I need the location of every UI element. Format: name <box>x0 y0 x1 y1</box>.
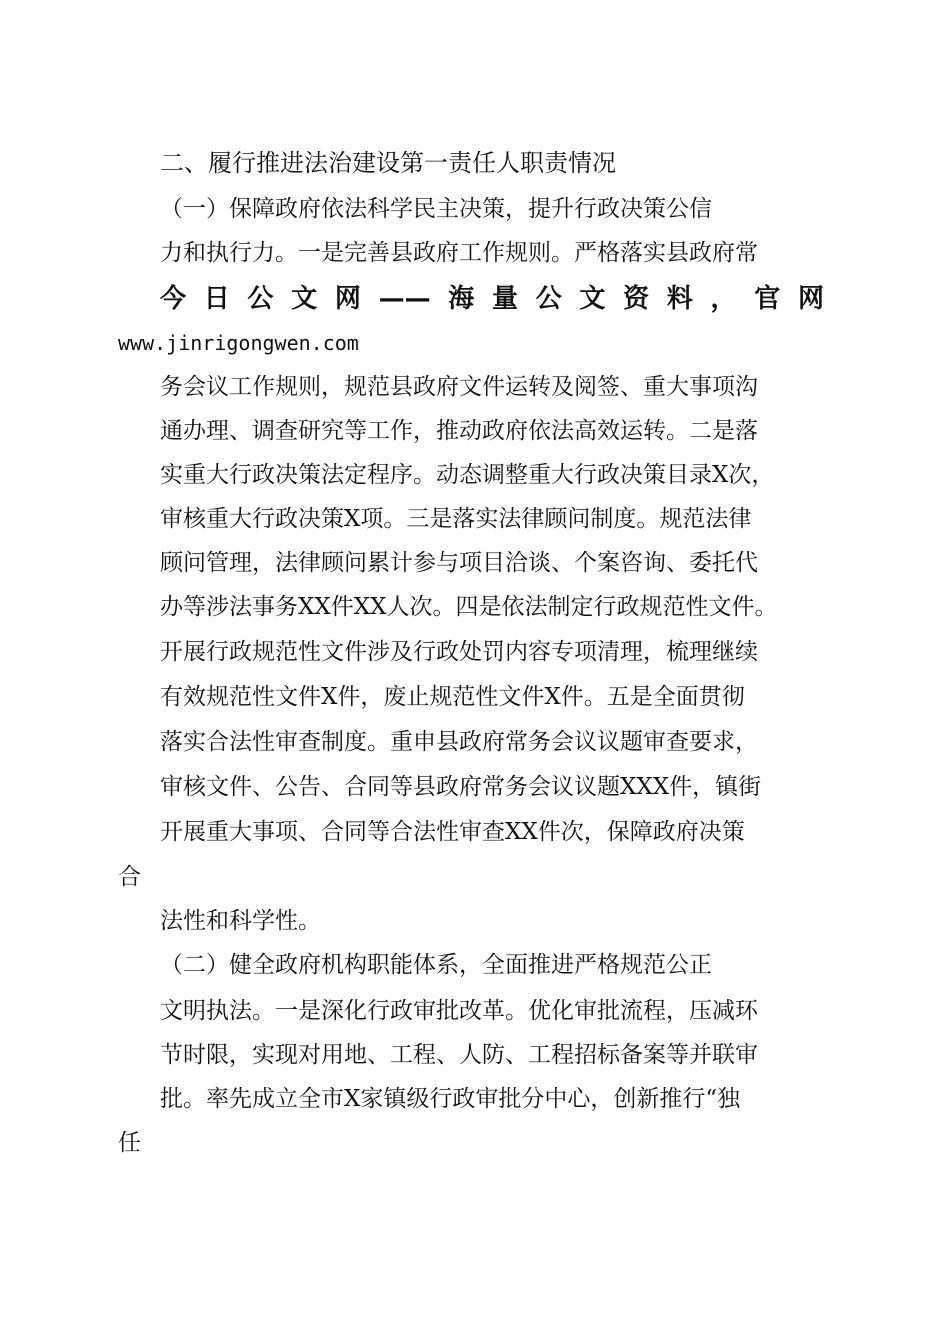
paragraph-1-line: 办等涉法事务XX件XX人次。四是依法制定行政规范性文件。 <box>160 594 778 620</box>
paragraph-2-line: 批。率先成立全市X家镇级行政审批分中心，创新推行“独 <box>160 1086 741 1112</box>
sub-heading-2: （二）健全政府机构职能体系，全面推进严格规范公正 <box>160 952 712 978</box>
orphan-character: 合 <box>118 864 141 890</box>
paragraph-1-line: 开展行政规范性文件涉及行政处罚内容专项清理，梳理继续 <box>160 639 758 665</box>
paragraph-1-line: 务会议工作规则，规范县政府文件运转及阅签、重大事项沟 <box>160 374 758 400</box>
paragraph-1-line: 审核文件、公告、合同等县政府常务会议议题XXX件，镇街 <box>160 774 762 800</box>
paragraph-1-line: 有效规范性文件X件，废止规范性文件X件。五是全面贯彻 <box>160 684 745 710</box>
watermark-site-name: 今日公文网——海量公文资料，官网 <box>160 284 824 314</box>
sub-heading-1: （一）保障政府依法科学民主决策，提升行政决策公信 <box>160 196 712 222</box>
watermark-url: www.jinrigongwen.com <box>118 331 359 355</box>
paragraph-1-line: 落实合法性审查制度。重申县政府常务会议议题审查要求， <box>160 729 758 755</box>
paragraph-1-line-1: 力和执行力。一是完善县政府工作规则。严格落实县政府常 <box>160 240 758 266</box>
paragraph-1-line: 审核重大行政决策X项。三是落实法律顾问制度。规范法律 <box>160 506 752 532</box>
paragraph-1-end: 法性和科学性。 <box>160 908 321 934</box>
paragraph-1-line: 顾问管理，法律顾问累计参与项目洽谈、个案咨询、委托代 <box>160 550 758 576</box>
paragraph-1-line: 开展重大事项、合同等合法性审查XX件次，保障政府决策 <box>160 819 745 845</box>
paragraph-2-line: 节时限，实现对用地、工程、人防、工程招标备案等并联审 <box>160 1042 758 1068</box>
paragraph-2-line: 文明执法。一是深化行政审批改革。优化审批流程，压减环 <box>160 998 758 1024</box>
orphan-character: 任 <box>118 1130 141 1156</box>
paragraph-1-line: 通办理、调查研究等工作，推动政府依法高效运转。二是落 <box>160 418 758 444</box>
paragraph-1-line: 实重大行政决策法定程序。动态调整重大行政决策目录X次， <box>160 462 775 488</box>
section-heading: 二、履行推进法治建设第一责任人职责情况 <box>160 149 616 177</box>
